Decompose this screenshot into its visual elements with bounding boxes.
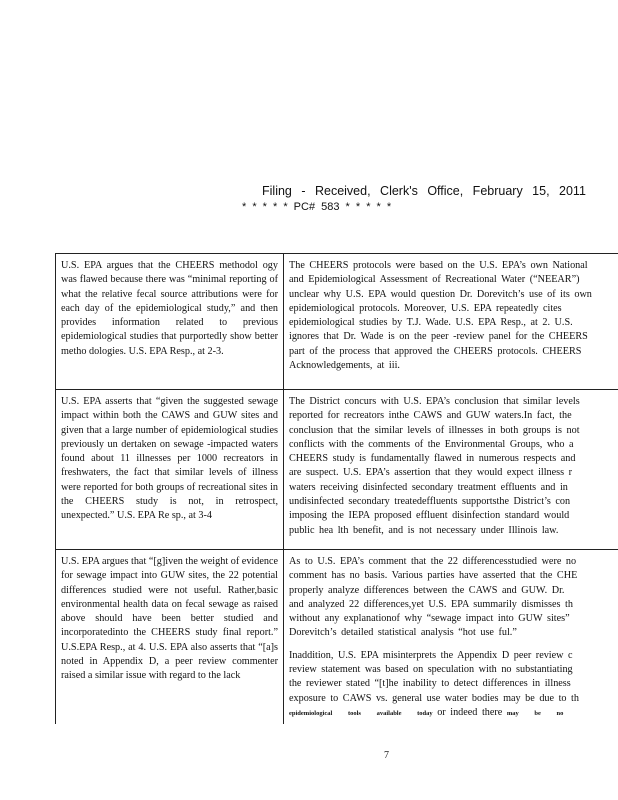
comment-response-table xyxy=(55,253,618,724)
response-line: and Epidemiological Assessment of Recreational Water (“NEEAR”) xyxy=(289,274,580,286)
response-line: imposing the IEPA proposed effluent disinfection standard would xyxy=(289,510,570,522)
response-line: CHEERS study is fundamentally flawed in numerous respects and xyxy=(289,453,576,465)
response-line: epidemiological studies by T.J. Wade. U.S. EPA Resp., at 2. U.S. xyxy=(289,317,573,329)
response-line: Dorevitch’s detailed statistical analysis “hot use ful.” xyxy=(289,627,517,639)
response-line: epidemiological protocols. Moreover, U.S. EPA repeatedly cites xyxy=(289,302,562,314)
epa-comment-cell xyxy=(56,254,284,390)
epa-comment-cell xyxy=(56,390,284,550)
small-text-run: may be no xyxy=(506,709,564,717)
small-text-run: epidemiological tools available today xyxy=(289,709,433,717)
response-line: The District concurs with U.S. EPA’s conclusion that similar levels xyxy=(289,396,580,407)
response-line-mixed xyxy=(289,706,618,721)
epa-comment-text: U.S. EPA argues that “[g]iven the weight of evidence for sewage impact into GUW sites, the 22 potential differences studied were not useful. Rather,basic environmental health data on fecal sewage as raised above should have been better studied and incorporatedinto the CHEERS study final report.” U.S.EPA Resp., at 4. U.S. EPA also asserts that “[a]s noted in Appendix D, a peer review commenter raised a similar issue with regard to the lack xyxy=(61,556,278,682)
table-row xyxy=(56,550,618,725)
response-line: public hea lth benefit, and is not necessary under Illinois law. xyxy=(289,524,559,536)
response-line: are suspect. U.S. EPA’s assertion that they would expect illness r xyxy=(289,467,573,479)
response-line: without any explanationof why “sewage impact into GUW sites” xyxy=(289,613,570,625)
pc-number-line: * * * * * PC# 583 * * * * * xyxy=(242,201,392,213)
response-line: review statement was based on speculation with no substantiating xyxy=(289,664,573,676)
response-line: conclusion that the similar levels of illnesses in both groups is not xyxy=(289,424,580,436)
table-row xyxy=(56,254,618,390)
response-line: properly analyze differences between the CAWS and GUW. Dr. xyxy=(289,584,565,596)
normal-text-run: or indeed there xyxy=(432,706,507,718)
response-line: The CHEERS protocols were based on the U.S. EPA’s own National xyxy=(289,260,588,271)
response-line: comment has no basis. Various parties have asserted that the CHE xyxy=(289,570,578,582)
response-line: ignores that Dr. Wade is on the peer -review panel for the CHEERS xyxy=(289,331,588,343)
epa-comment-text: U.S. EPA argues that the CHEERS methodol ogy was flawed because there was “minimal reporting of what the relative fecal source attributions were for each day of the epidemiological study,” and then provides information related to previous epidemiological studies that purportedly show better metho dologies. U.S. EPA Resp., at 2-3. xyxy=(61,260,278,357)
response-line: Acknowledgements, at iii. xyxy=(289,360,400,372)
response-line: As to U.S. EPA’s comment that the 22 differencesstudied were no xyxy=(289,556,577,567)
response-paragraph xyxy=(289,649,618,721)
district-response-cell xyxy=(284,254,618,390)
response-line: part of the process that approved the CHEERS protocols. CHEERS xyxy=(289,345,582,357)
response-line: and analyzed 22 differences,yet U.S. EPA summarily dismisses th xyxy=(289,598,573,610)
response-line: conflicts with the comments of the Environmental Groups, who a xyxy=(289,438,574,450)
district-response-cell xyxy=(284,390,618,550)
response-paragraph xyxy=(289,259,618,373)
comment-response-table-container xyxy=(55,253,618,724)
epa-comment-cell xyxy=(56,550,284,725)
response-paragraph xyxy=(289,555,618,641)
response-line: undisinfected secondary treatedeffluents supportsthe District’s con xyxy=(289,496,571,508)
filing-stamp: Filing - Received, Clerk's Office, February 15, 2011 xyxy=(262,184,586,198)
response-line: reported for recreators inthe CAWS and GUW waters.In fact, the xyxy=(289,410,572,422)
response-line: unclear why U.S. EPA would question Dr. Dorevitch’s use of its own xyxy=(289,288,592,300)
response-line: Inaddition, U.S. EPA misinterprets the Appendix D peer review c xyxy=(289,649,573,661)
table-row xyxy=(56,390,618,550)
district-response-cell xyxy=(284,550,618,725)
response-line: the reviewer stated “[t]he inability to detect differences in illness xyxy=(289,678,571,690)
response-paragraph xyxy=(289,395,618,538)
response-line: waters receiving disinfected secondary treatment effluents and in xyxy=(289,481,568,493)
page-number: 7 xyxy=(384,750,389,761)
epa-comment-text: U.S. EPA asserts that “given the suggested sewage impact within both the CAWS and GUW sites and given that a large number of epidemiological studies previously un dertaken on sewage -impacted waters found about 11 illnesses per 1000 recreators in freshwaters, the fact that similar levels of illness were reported for both groups of recreational sites in the CHEERS study is not, in retrospect, unexpected.” U.S. EPA Re sp., at 3-4 xyxy=(61,396,278,522)
response-line: exposure to CAWS vs. general use water bodies may be due to th xyxy=(289,692,579,704)
